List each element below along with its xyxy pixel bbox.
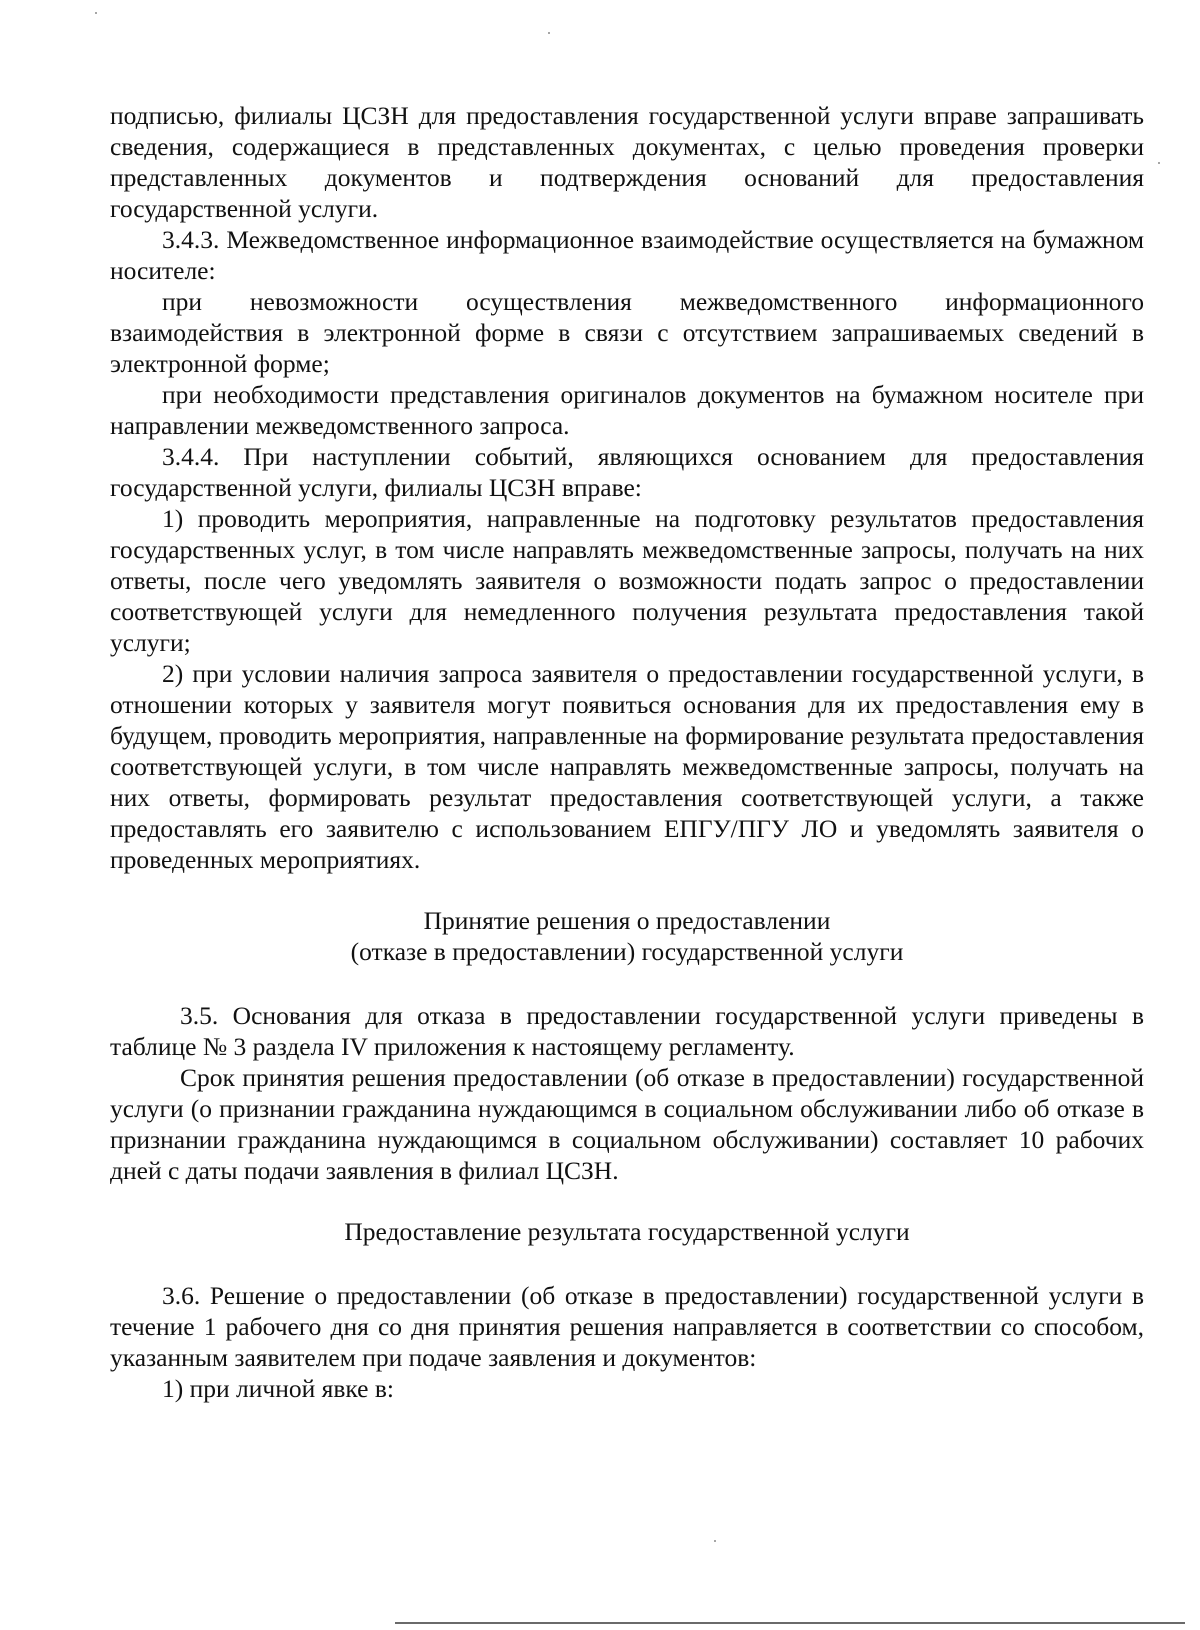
section-heading-decision-line2: (отказе в предоставлении) государственной услуги [350, 937, 904, 966]
paragraph-3-5-term: Срок принятия решения предоставлении (об отказе в предоставлении) государственной услуги (о признании гражданина нуждающимся в социальном обслуживании либо об отказе в признании гражданина нуждающимся в социальном обслуживании) составляет 10 рабочих дней с даты подачи заявления в филиал ЦСЗН. [110, 1063, 1144, 1185]
paragraph-3-5: 3.5. Основания для отказа в предоставлении государственной услуги приведены в таблице № 3 раздела IV приложения к настоящему регламенту. [110, 1001, 1144, 1061]
paragraph-3-4-4: 3.4.4. При наступлении событий, являющихся основанием для предоставления государственной услуги, филиалы ЦСЗН вправе: [110, 442, 1144, 502]
paragraph-3-4-3-b: при необходимости представления оригиналов документов на бумажном носителе при направлении межведомственного запроса. [110, 380, 1144, 440]
paragraph-3-4-4-item-1: 1) проводить мероприятия, направленные на подготовку результатов предоставления государственных услуг, в том числе направлять межведомственные запросы, получать на них ответы, после чего уведомлять заявителя о возможности подать запрос о предоставлении соответствующей услуги для немедленного получения результата предоставления такой услуги; [110, 504, 1144, 657]
paragraph-3-6-item-1: 1) при личной явке в: [162, 1374, 394, 1403]
scan-bottom-edge [395, 1622, 1185, 1624]
paragraph-3-4-3-a: при невозможности осуществления межведомственного информационного взаимодействия в электронной форме в связи с отсутствием запрашиваемых сведений в электронной форме; [110, 287, 1144, 378]
section-heading-decision-line1: Принятие решения о предоставлении [423, 906, 831, 935]
paragraph-3-6: 3.6. Решение о предоставлении (об отказе в предоставлении) государственной услуги в течение 1 рабочего дня со дня принятия решения направляется в соответствии со способом, указанным заявителем при подаче заявления и документов: [110, 1281, 1144, 1372]
paragraph-3-4-3: 3.4.3. Межведомственное информационное взаимодействие осуществляется на бумажном носителе: [110, 225, 1144, 285]
document-page [110, 100, 1144, 1404]
scan-speck [95, 12, 97, 14]
section-heading-result: Предоставление результата государственной услуги [344, 1217, 910, 1246]
paragraph-3-4-4-item-2: 2) при условии наличия запроса заявителя о предоставлении государственной услуги, в отношении которых у заявителя могут появиться основания для их предоставления ему в будущем, проводить мероприятия, направленные на формирование результата предоставления соответствующей услуги, в том числе направлять межведомственные запросы, получать на них ответы, формировать результат предоставления соответствующей услуги, а также предоставлять его заявителю с использованием ЕПГУ/ПГУ ЛО и уведомлять заявителя о проведенных мероприятиях. [110, 659, 1144, 874]
scan-speck [714, 1540, 716, 1542]
scan-speck [548, 32, 550, 34]
scan-speck [1158, 162, 1160, 164]
intro-paragraph: подписью, филиалы ЦСЗН для предоставления государственной услуги вправе запрашивать сведения, содержащиеся в представленных документах, с целью проведения проверки представленных документов и подтверждения оснований для предоставления государственной услуги. [110, 101, 1144, 223]
